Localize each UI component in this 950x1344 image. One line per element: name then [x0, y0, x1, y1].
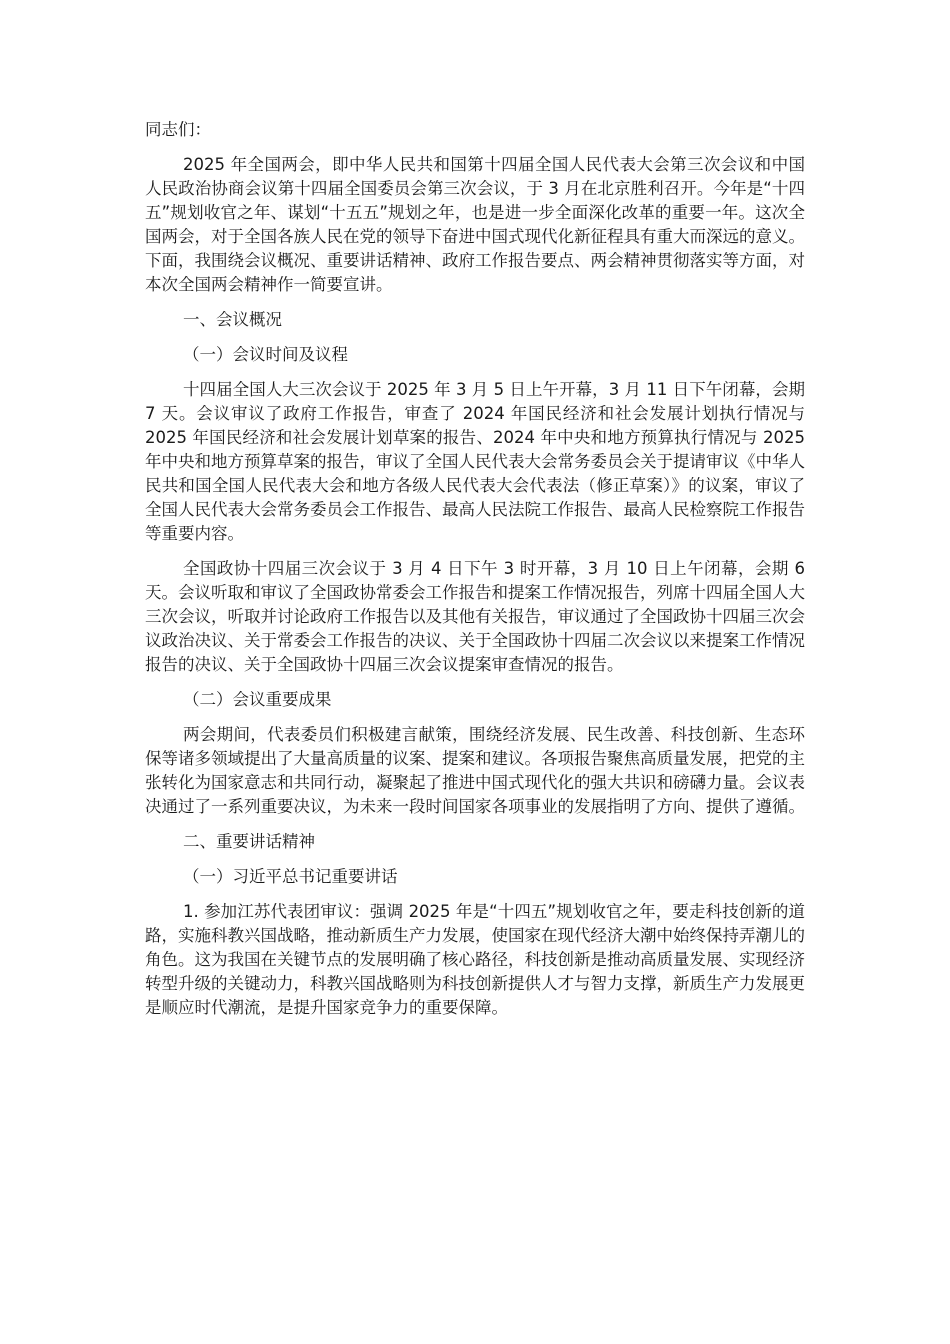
- results-paragraph: 两会期间，代表委员们积极建言献策，围绕经济发展、民生改善、科技创新、生态环保等诸多领域提出了大量高质量的议案、提案和建议。各项报告聚焦高质量发展，把党的主张转化为国家意志和共同行动，凝聚起了推进中国式现代化的强大共识和磅礴力量。会议表决通过了一系列重要决议，为未来一段时间国家各项事业的发展指明了方向、提供了遵循。: [145, 725, 805, 816]
- subsection-heading-schedule: （一）会议时间及议程: [183, 345, 348, 364]
- document-page: [145, 118, 805, 1031]
- npc-session-paragraph: 十四届全国人大三次会议于 2025 年 3 月 5 日上午开幕，3 月 11 日下午闭幕，会期 7 天。会议审议了政府工作报告，审查了 2024 年国民经济和社会发展计划执行情况与 2025 年国民经济和社会发展计划草案的报告、2024 年中央和地方预算执行情况与 2025 年中央和地方预算草案的报告，审议了全国人民代表大会常务委员会关于提请审议《中华人民共和国全国人民代表大会和地方各级人民代表大会代表法（修正草案）》的议案，审议了全国人民代表大会常务委员会工作报告、最高人民法院工作报告、最高人民检察院工作报告等重要内容。: [145, 380, 805, 543]
- section-heading-overview: 一、会议概况: [183, 310, 282, 329]
- jiangsu-delegation-paragraph: 1. 参加江苏代表团审议：强调 2025 年是“十四五”规划收官之年，要走科技创新的道路，实施科教兴国战略，推动新质生产力发展，使国家在现代经济大潮中始终保持弄潮儿的角色。这为我国在关键节点的发展明确了核心路径，科技创新是推动高质量发展、实现经济转型升级的关键动力，科教兴国战略则为科技创新提供人才与智力支撑，新质生产力发展更是顺应时代潮流，是提升国家竞争力的重要保障。: [145, 902, 805, 1017]
- subsection-heading-xi-speech: （一）习近平总书记重要讲话: [183, 867, 398, 886]
- subsection-heading-results: （二）会议重要成果: [183, 690, 332, 709]
- greeting: 同志们：: [145, 120, 211, 139]
- cppcc-session-paragraph: 全国政协十四届三次会议于 3 月 4 日下午 3 时开幕，3 月 10 日上午闭幕，会期 6 天。会议听取和审议了全国政协常委会工作报告和提案工作情况报告，列席十四届全国人大三次会议，听取并讨论政府工作报告以及其他有关报告，审议通过了全国政协十四届三次会议政治决议、关于常委会工作报告的决议、关于全国政协十四届二次会议以来提案工作情况报告的决议、关于全国政协十四届三次会议提案审查情况的报告。: [145, 559, 805, 674]
- section-heading-speech: 二、重要讲话精神: [183, 832, 315, 851]
- intro-paragraph: 2025 年全国两会，即中华人民共和国第十四届全国人民代表大会第三次会议和中国人民政治协商会议第十四届全国委员会第三次会议，于 3 月在北京胜利召开。今年是“十四五”规划收官之年、谋划“十五五”规划之年，也是进一步全面深化改革的重要一年。这次全国两会，对于全国各族人民在党的领导下奋进中国式现代化新征程具有重大而深远的意义。下面，我围绕会议概况、重要讲话精神、政府工作报告要点、两会精神贯彻落实等方面，对本次全国两会精神作一简要宣讲。: [145, 155, 805, 294]
